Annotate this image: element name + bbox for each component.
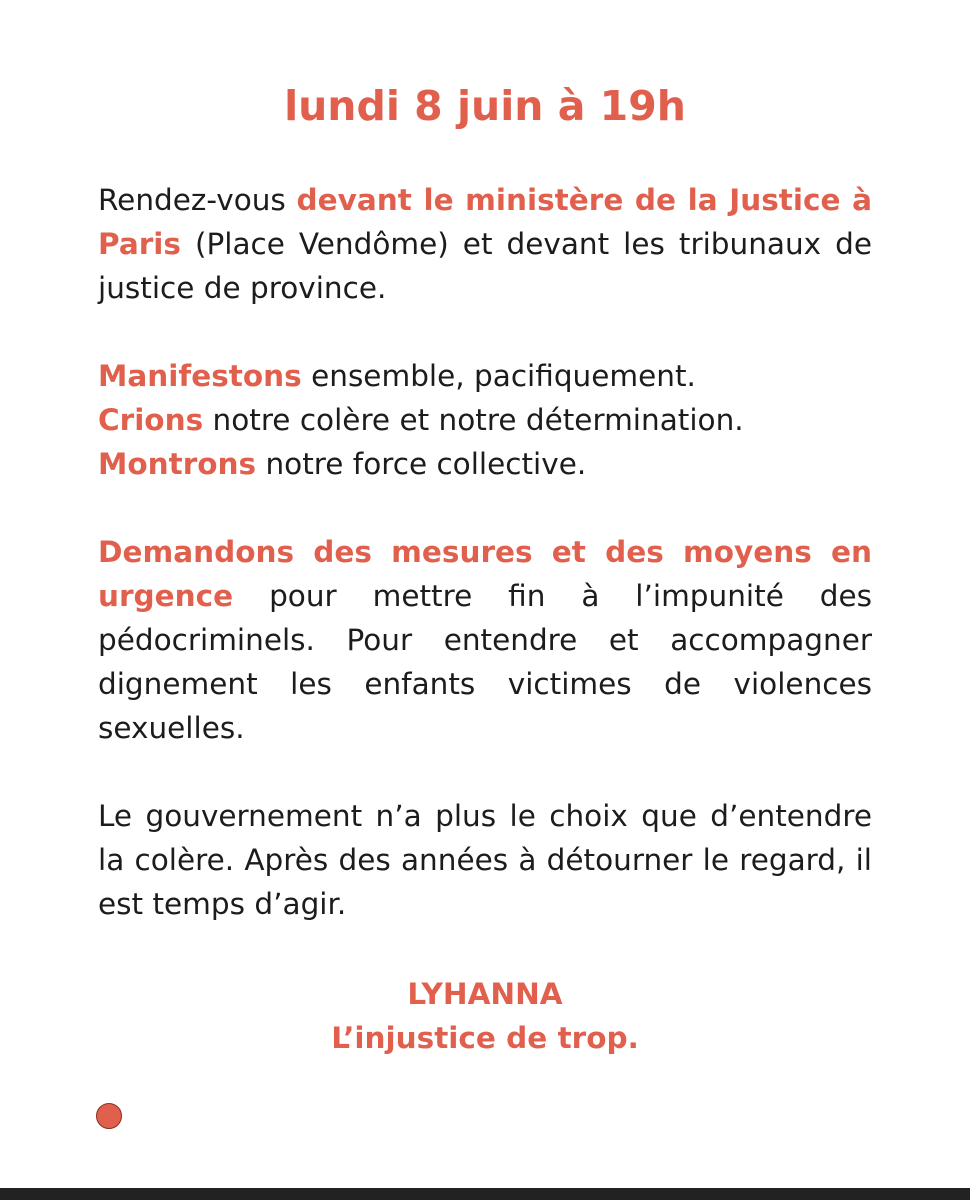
highlight-demand: Demandons des mesures et des moyens en urgence bbox=[98, 535, 872, 613]
paragraph-calls-to-action bbox=[98, 354, 872, 486]
action-line-crions bbox=[98, 398, 872, 442]
text-segment: notre force collective. bbox=[256, 447, 587, 481]
text-segment: Le gouvernement n’a plus le choix que d’entendre la colère. Après des années à détourner le regard, il est temps d’agir. bbox=[98, 799, 872, 921]
event-date-headline: lundi 8 juin à 19h bbox=[284, 82, 686, 130]
bottom-edge-bar bbox=[0, 1188, 970, 1200]
signature-block bbox=[0, 972, 970, 1060]
text-segment: notre colère et notre détermination. bbox=[203, 403, 744, 437]
red-dot-icon bbox=[96, 1103, 122, 1129]
text-segment: pour mettre fin à l’impunité des pédocriminels. Pour entendre et accompagner dignement les enfants victimes de violences sexuelles. bbox=[98, 579, 872, 745]
text-segment: (Place Vendôme) et devant les tribunaux de justice de province. bbox=[98, 227, 872, 305]
highlight-location: devant le ministère de la Justice à Paris bbox=[98, 183, 872, 261]
text-segment: ensemble, pacifiquement. bbox=[301, 359, 696, 393]
action-line-manifestons bbox=[98, 354, 872, 398]
document-body bbox=[98, 178, 872, 970]
action-line-montrons bbox=[98, 442, 872, 486]
highlight-verb: Manifestons bbox=[98, 359, 302, 393]
paragraph-meeting-place bbox=[98, 178, 872, 310]
text-segment: Rendez-vous bbox=[98, 183, 297, 217]
paragraph-government bbox=[98, 794, 872, 926]
highlight-verb: Montrons bbox=[98, 447, 257, 481]
highlight-verb: Crions bbox=[98, 403, 204, 437]
signature-name: LYHANNA bbox=[407, 977, 563, 1011]
signature-tagline: L’injustice de trop. bbox=[331, 1021, 639, 1055]
paragraph-demands bbox=[98, 530, 872, 750]
